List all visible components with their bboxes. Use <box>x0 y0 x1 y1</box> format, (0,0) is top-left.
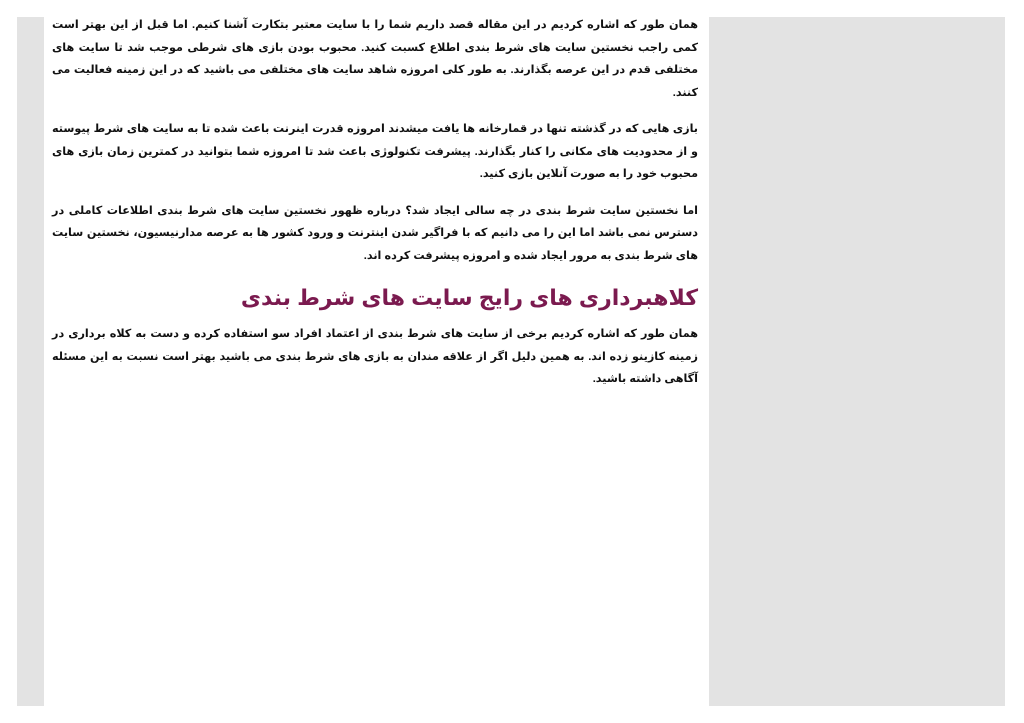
article-paragraph-4: همان طور که اشاره کردیم برخی از سایت های شرط بندی از اعتماد افراد سو استفاده کرده و دست به کلاه برداری در زمینه کازینو زده اند. به همین دلیل اگر از علاقه مندان به بازی های شرط بندی می باشید بهتر است نسبت به این مسئله آگاهی داشته باشید. <box>52 328 698 385</box>
left-gutter-panel <box>17 17 44 706</box>
article-paragraph-2: بازی هایی که در گذشته تنها در قمارخانه ها یافت میشدند امروزه قدرت اینرنت باعث شده تا به سایت های شرط پیوسته و از محدودیت های مکانی را کنار بگذارند. پیشرفت تکنولوژی باعث شد تا امروزه شما بتوانید در کمترین زمان بازی های محبوب خود را به صورت آنلاین بازی کنید. <box>52 123 698 180</box>
right-sidebar <box>709 17 1005 706</box>
article-paragraph-3: اما نخستین سایت شرط بندی در چه سالی ایجاد شد؟ درباره ظهور نخستین سایت های شرط بندی اطلاعات کاملی در دسترس نمی باشد اما این را می دانیم که با فراگیر شدن اینترنت و ورود کشور ها به عرصه مدارنیسیون، نخستین سایت های شرط بندی به مرور ایجاد شده و امروزه پیشرفت کرده اند. <box>52 204 698 262</box>
section-heading: کلاهبرداری های رایج سایت های شرط بندی <box>240 285 698 310</box>
article-body <box>52 14 698 405</box>
article-paragraph-1: همان طور که اشاره کردیم در این مقاله قصد داریم شما را با سایت معتبر بتکارت آشنا کنیم. اما قبل از این بهتر است کمی راجب نخستین سایت های شرط بندی اطلاع کسبت کنید. محبوب بودن بازی های شرطی موجب شد تا سایت های مختلفی قدم در این عرصه بگذارند. به طور کلی امروزه شاهد سایت های مختلفی می باشید که در این زمینه فعالیت می کنند. <box>52 19 698 99</box>
